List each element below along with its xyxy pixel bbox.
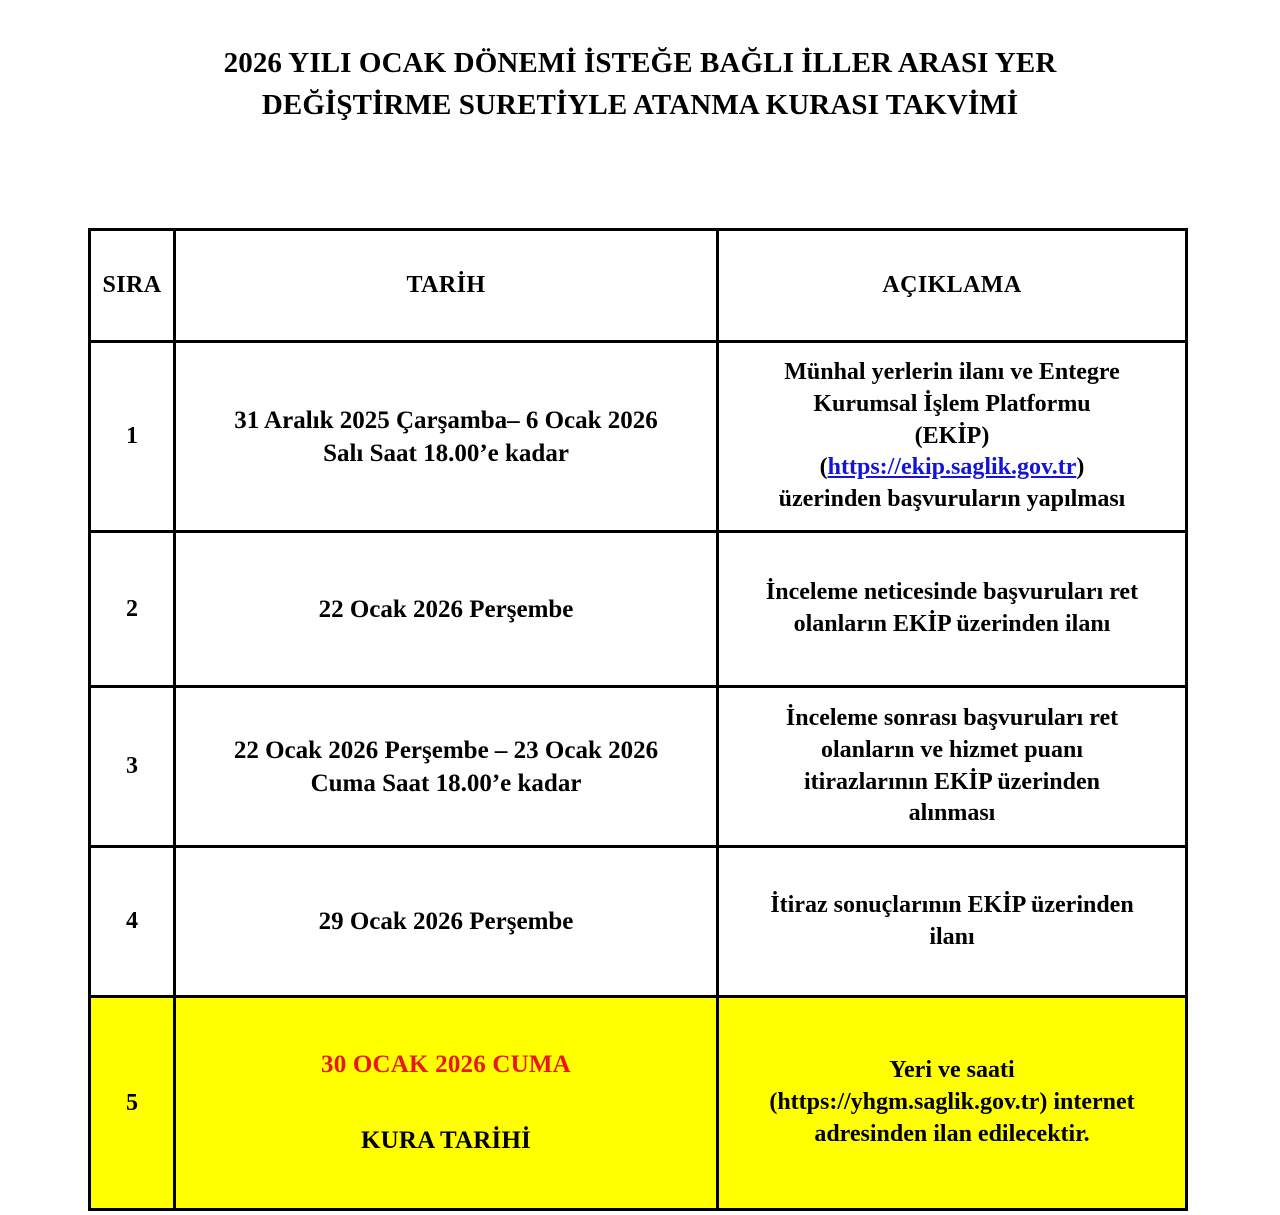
kura-date: 30 OCAK 2026 CUMA — [321, 1051, 571, 1078]
row-date — [175, 532, 718, 687]
row-description-link-line — [725, 452, 1179, 484]
table-row — [90, 532, 1187, 687]
row-description — [718, 687, 1187, 847]
row-number: 1 — [90, 342, 175, 532]
page-title-line-1: 2026 YILI OCAK DÖNEMİ İSTEĞE BAĞLI İLLER ARASI YER — [223, 47, 1057, 80]
row-description-line: Kurumsal İşlem Platformu — [813, 390, 1091, 417]
row-description-line: olanların EKİP üzerinden ilanı — [793, 611, 1111, 637]
column-header-sira: SIRA — [90, 230, 175, 342]
row-number: 5 — [90, 997, 175, 1210]
row-description-line: (https://yhgm.saglik.gov.tr) internet — [769, 1089, 1135, 1116]
row-description — [718, 532, 1187, 687]
row-date — [175, 342, 718, 532]
row-description-line: ilanı — [929, 923, 975, 950]
row-description-line: İnceleme sonrası başvuruları ret — [785, 704, 1119, 731]
row-description-line: üzerinden başvuruların yapılması — [778, 486, 1126, 513]
row-description-line: (EKİP) — [914, 422, 990, 449]
row-description-line: Münhal yerlerin ilanı ve Entegre — [784, 358, 1120, 385]
row-date — [175, 847, 718, 997]
row-description — [718, 997, 1187, 1210]
kura-calendar-table — [88, 228, 1188, 1211]
row-date — [175, 687, 718, 847]
ekip-portal-link[interactable]: https://ekip.saglik.gov.tr — [827, 454, 1077, 481]
paren-open: ( — [819, 454, 828, 481]
row-date-line: 29 Ocak 2026 Perşembe — [318, 908, 574, 935]
paren-close: ) — [1076, 454, 1085, 481]
row-description-line: İtiraz sonuçlarının EKİP üzerinden — [770, 891, 1134, 918]
row-description-line: Yeri ve saati — [889, 1057, 1015, 1084]
kura-date-label: KURA TARİHİ — [360, 1127, 532, 1154]
table-row — [90, 847, 1187, 997]
column-header-aciklama: AÇIKLAMA — [718, 230, 1187, 342]
page-title — [0, 43, 1280, 125]
table-row — [90, 342, 1187, 532]
page-title-line-2: DEĞİŞTİRME SURETİYLE ATANMA KURASI TAKVİMİ — [261, 88, 1019, 121]
row-description — [718, 342, 1187, 532]
row-date-line: 22 Ocak 2026 Perşembe — [318, 595, 574, 623]
row-description-line: alınması — [908, 800, 996, 827]
row-description-line: adresinden ilan edilecektir. — [814, 1120, 1090, 1147]
table-row — [90, 687, 1187, 847]
row-description-line: olanların ve hizmet puanı — [820, 736, 1084, 763]
row-number: 4 — [90, 847, 175, 997]
table-header-row — [90, 230, 1187, 342]
column-header-tarih: TARİH — [175, 230, 718, 342]
row-description — [718, 847, 1187, 997]
row-description-line: İnceleme neticesinde başvuruları ret — [765, 579, 1139, 606]
row-description-line: itirazlarının EKİP üzerinden — [803, 768, 1100, 795]
row-date-line: Cuma Saat 18.00’e kadar — [310, 769, 582, 797]
row-date-line: Salı Saat 18.00’e kadar — [323, 439, 569, 467]
row-date — [175, 997, 718, 1210]
row-number: 3 — [90, 687, 175, 847]
table-row-highlighted — [90, 997, 1187, 1210]
row-number: 2 — [90, 532, 175, 687]
row-date-line: 31 Aralık 2025 Çarşamba– 6 Ocak 2026 — [234, 406, 658, 434]
row-date-line: 22 Ocak 2026 Perşembe – 23 Ocak 2026 — [233, 736, 659, 764]
